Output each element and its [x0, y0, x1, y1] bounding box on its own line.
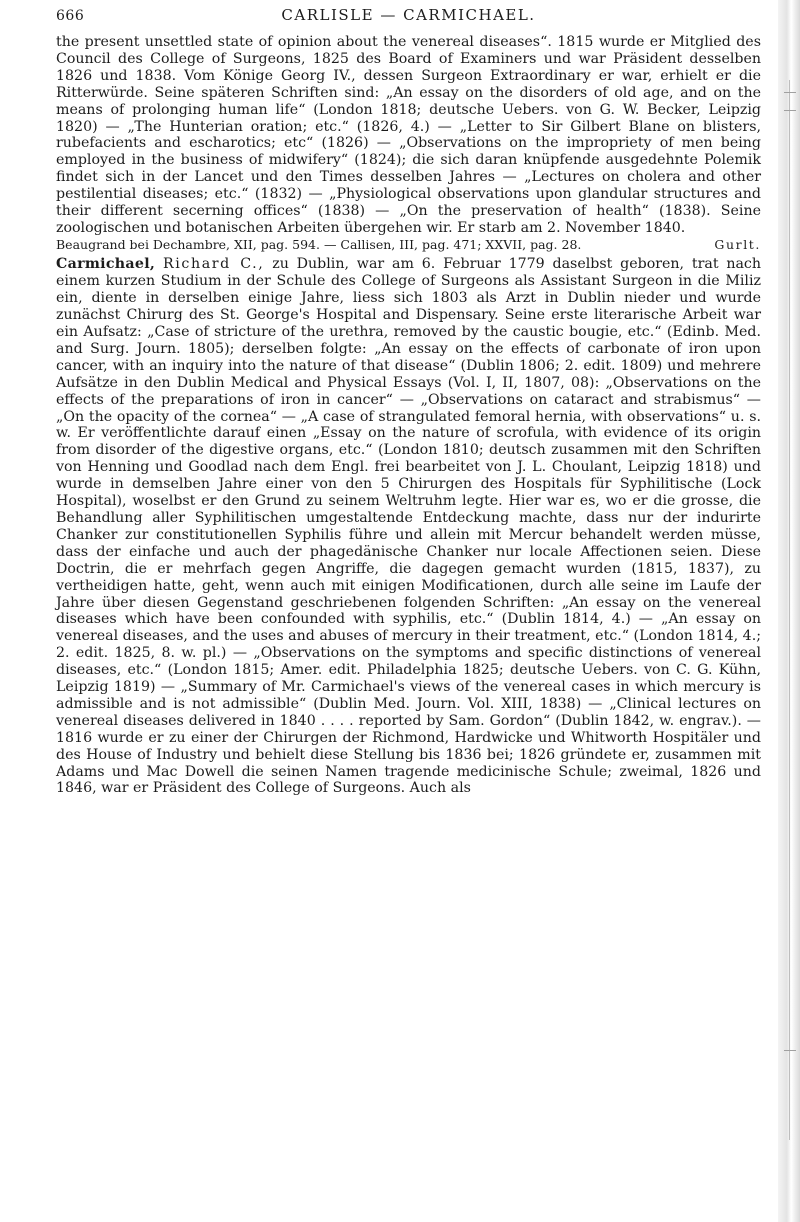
reference-author: Gurlt.	[714, 236, 761, 252]
page-number: 666	[56, 8, 85, 24]
carlisle-paragraph: the present unsettled state of opinion about the venereal diseases“. 1815 wurde er Mitglied des Council des College of Surgeons, 1825 des Board of Examiners und war Präsident desselben 1826 und 1838. Vom Könige Georg IV., dessen Surgeon Extraordinary er war, erhielt er die Ritterwürde. Seine späteren Schriften sind: „An essay on the disorders of old age, and on the means of prolonging human life“ (London 1818; deutsche Uebers. von G. W. Becker, Leipzig 1820) — „The Hunterian oration; etc.“ (1826, 4.) — „Letter to Sir Gilbert Blane on blisters, rubefacients and escharotics; etc“ (1826) — „Observations on the impropriety of men being employed in the business of midwifery“ (1824); die sich daran knüpfende ausgedehnte Polemik findet sich in der Lancet und den Times desselben Jahres — „Lectures on cholera and other pestilential diseases; etc.“ (1832) — „Physiological observations upon glandular structures and their different secerning offices“ (1838) — „On the preservation of health“ (1838). Seine zoologischen und botanischen Arbeiten übergehen wir. Er starb am 2. November 1840.	[56, 34, 761, 236]
entry-given-name: Richard C.,	[163, 256, 265, 273]
running-head: CARLISLE — CARMICHAEL.	[281, 6, 536, 24]
edge-mark	[784, 1050, 796, 1051]
page-edge	[778, 0, 800, 1222]
reference-text: Beaugrand bei Dechambre, XII, pag. 594. — Callisen, III, pag. 471; XXVII, pag. 28.	[56, 236, 582, 252]
page-body	[56, 34, 761, 797]
carmichael-entry	[56, 256, 761, 797]
edge-line	[789, 80, 790, 1140]
entry-text: zu Dublin, war am 6. Februar 1779 daselbst geboren, trat nach einem kurzen Studium in der Schule des College of Surgeons als Assistant Surgeon in die Miliz ein, diente in derselben einige Jahre, liess sich 1803 als Arzt in Dublin nieder und wurde zunächst Chirurg des St. George's Hospital and Dispensary. Seine erste literarische Arbeit war ein Aufsatz: „Case of stricture of the urethra, removed by the caustic bougie, etc.“ (Edinb. Med. and Surg. Journ. 1805); derselben folgte: „An essay on the effects of carbonate of iron upon cancer, with an inquiry into the nature of that disease“ (Dublin 1806; 2. edit. 1809) und mehrere Aufsätze in den Dublin Medical and Physical Essays (Vol. I, II, 1807, 08): „Observations on the effects of the preparations of iron in cancer“ — „Observations on cataract and strabismus“ — „On the opacity of the cornea“ — „A case of strangulated femoral hernia, with observations“ u. s. w. Er veröffentlichte darauf einen „Essay on the nature of scrofula, with evidence of its origin from disorder of the digestive organs, etc.“ (London 1810; deutsch zusammen mit den Schriften von Henning und Goodlad nach dem Engl. frei bearbeitet von J. L. Choulant, Leipzig 1818) und wurde in demselben Jahre einer von den 5 Chirurgen des Hospitals für Syphilitische (Lock Hospital), woselbst er den Grund zu seinem Weltruhm legte. Hier war es, wo er die grosse, die Behandlung aller Syphilitischen umgestaltende Entdeckung machte, dass nur der indurirte Chanker zur constitutionellen Syphilis führe und allein mit Mercur behandelt werden müsse, dass der einfache und auch der phagedänische Chanker nur locale Affectionen seien. Diese Doctrin, die er mehrfach gegen Angriffe, die dagegen gemacht wurden (1815, 1837), zu vertheidigen hatte, geht, wenn auch mit einigen Modificationen, durch alle seine im Laufe der Jahre über diesen Gegenstand geschriebenen folgenden Schriften: „An essay on the venereal diseases which have been confounded with syphilis, etc.“ (Dublin 1814, 4.) — „An essay on venereal diseases, and the uses and abuses of mercury in their treatment, etc.“ (London 1814, 4.; 2. edit. 1825, 8. w. pl.) — „Observations on the symptoms and specific distinctions of venereal diseases, etc.“ (London 1815; Amer. edit. Philadelphia 1825; deutsche Uebers. von C. G. Kühn, Leipzig 1819) — „Summary of Mr. Carmichael's views of the venereal cases in which mercury is admissible and is not admissible“ (Dublin Med. Journ. Vol. XIII, 1838) — „Clinical lectures on venereal diseases delivered in 1840 . . . . reported by Sam. Gordon“ (Dublin 1842, w. engrav.). — 1816 wurde er zu einer der Chirurgen der Richmond, Hardwicke und Whitworth Hospitäler und des House of Industry und behielt diese Stellung bis 1836 bei; 1826 gründete er, zusammen mit Adams und Mac Dowell die seinen Namen tragende medicinische Schule; zweimal, 1826 und 1846, war er Präsident des College of Surgeons. Auch als	[56, 256, 762, 797]
edge-mark	[784, 110, 796, 111]
page-header	[56, 6, 761, 30]
entry-name: Carmichael,	[56, 256, 156, 273]
edge-mark	[784, 92, 796, 93]
carlisle-reference	[56, 237, 761, 253]
